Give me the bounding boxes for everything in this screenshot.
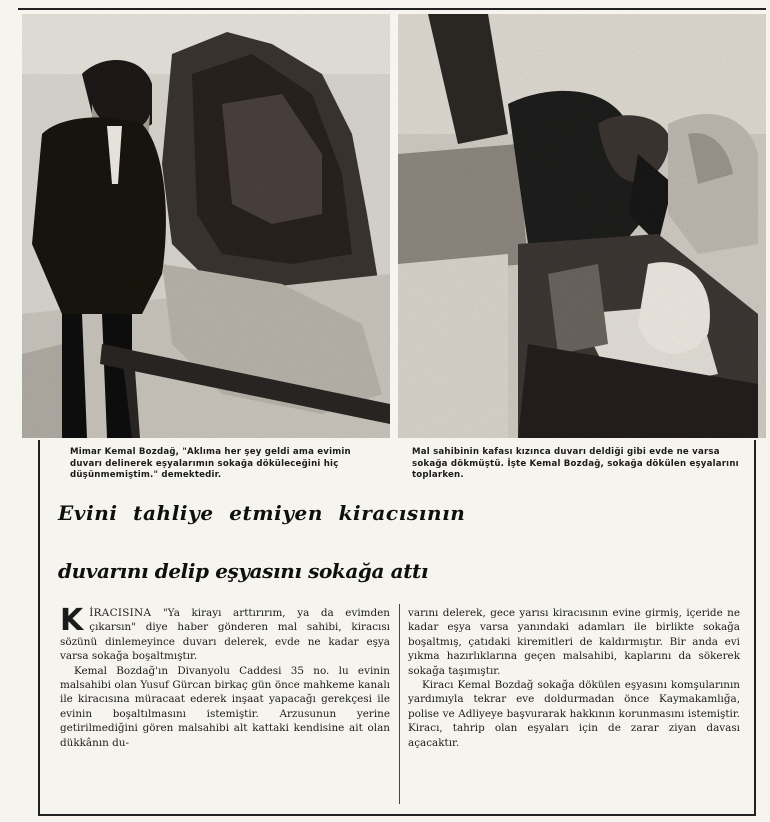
top-rule <box>18 8 766 10</box>
photo-caption-left: Mimar Kemal Bozdağ, "Aklıma her şey geldi ama evimin duvarı delinerek eşyalarımın sokağa döküleceğini hiç düşünmemiştim." demektedir. <box>70 447 351 480</box>
photo-man-collecting-belongings <box>398 14 766 438</box>
photo-left-illustration <box>22 14 390 438</box>
photo-caption-right: Mal sahibinin kafası kızınca duvarı deldiği gibi evde ne varsa sokağa dökmüştü. İşte Kemal Bozdağ, sokağa dökülen eşyalarını toplarken. <box>412 447 739 480</box>
article-paragraph-4: Kiracı Kemal Bozdağ sokağa dökülen eşyasını komşularının yardımıyla tekrar eve doldurmadan önce Kaymakamlığa, polise ve Adliyeye başvurarak hakkının korunmasını istemiştir. Kiracı, tahrip olan eşyaları için de zarar ziyan davası açacaktır. <box>408 679 740 749</box>
photo-man-by-broken-wall <box>22 14 390 438</box>
article-paragraph-2: Kemal Bozdağ'ın Divanyolu Caddesi 35 no. lu evinin malsahibi olan Yusuf Gürcan birkaç gün önce mahkeme kanalı ile kiracısına müracaat ederek inşaat yapacağı gerekçesi ile evinin boşaltılmasını istemiştir. Arzusunun yerine getirilmediğini gören malsahibi alt kattaki kendisine ait olan dükkânın du- <box>60 664 390 749</box>
article-column-right <box>408 606 740 750</box>
headline-line-2: duvarını delip eşyasını sokağa attı <box>58 559 429 583</box>
column-divider <box>399 604 400 804</box>
headline-line-1: Evini tahliye etmiyen kiracısının <box>58 501 466 525</box>
lead-first-word: İRACISINA <box>89 607 152 619</box>
lead-text: "Ya kirayı arttırırım, ya da evimden çıkarsın" diye haber gönderen mal sahibi, kiracısı sözünü dinlemeyince duvarı delerek, evde ne kadar eşya varsa sokağa boşaltmıştır. <box>60 607 390 663</box>
article-paragraph-3: varını delerek, gece yarısı kiracısının evine girmiş, içeride ne kadar eşya varsa yanındaki adamları ile birlikte sokağa boşaltmış, çatıdaki kiremitleri de kaldırmıştır. Bir anda evi yıkma hazırlıklarına geçen malsahibi, kaplarını da sökerek sokağa taşımıştır. <box>408 607 740 677</box>
article-column-left <box>60 603 390 750</box>
photo-right-illustration <box>398 14 766 438</box>
article-lead-paragraph <box>60 603 390 664</box>
drop-cap: K <box>60 603 84 638</box>
